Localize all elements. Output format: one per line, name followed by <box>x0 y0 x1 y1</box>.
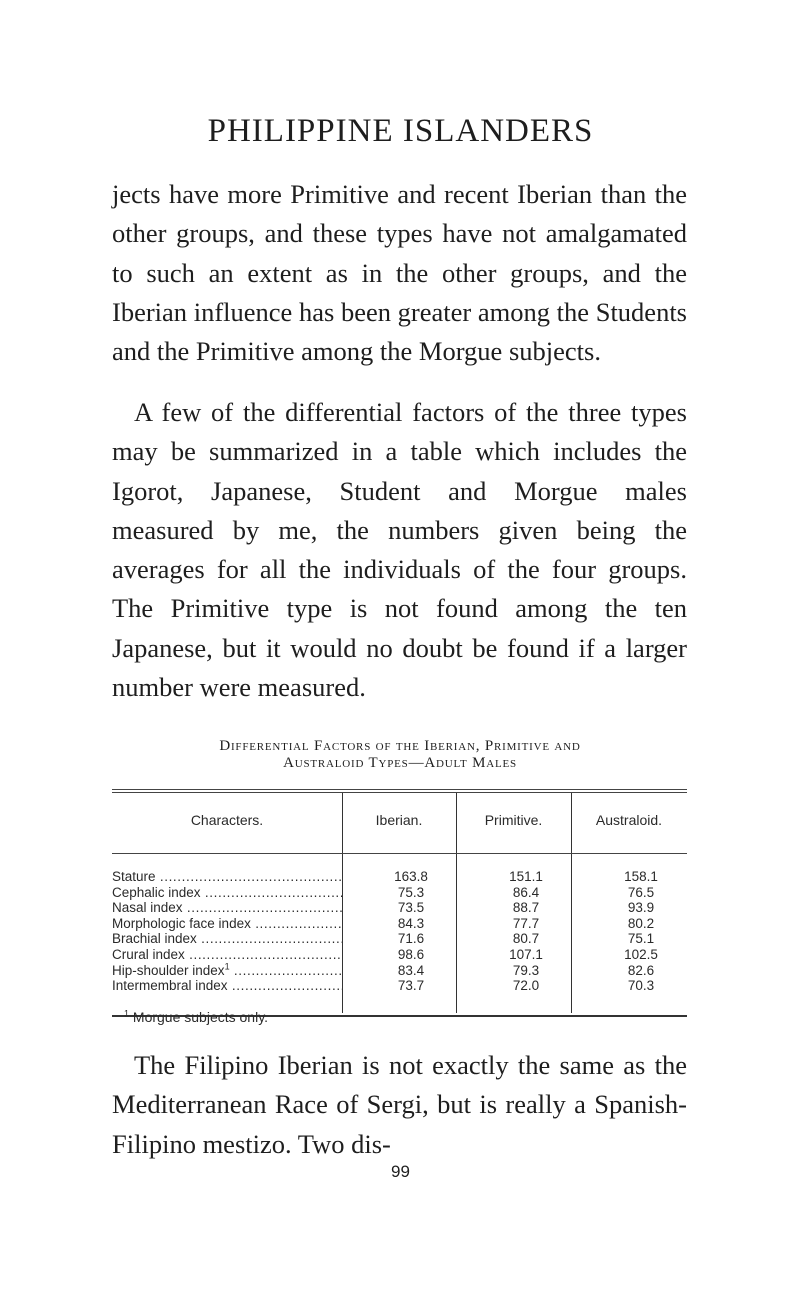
paragraph-3 <box>112 1046 687 1164</box>
row-label: Crural index ..... <box>112 947 342 963</box>
table-row <box>112 947 687 963</box>
table-title <box>100 738 700 772</box>
row-label: Nasal index ..... <box>112 900 342 916</box>
iberian-value: 75.3 <box>397 884 425 900</box>
australoid-value: 76.5 <box>627 884 655 900</box>
column-header-characters: Characters. <box>190 812 264 828</box>
australoid-value: 82.6 <box>627 962 655 978</box>
table-top-rule-1 <box>112 789 687 790</box>
running-head: PHILIPPINE ISLANDERS <box>207 113 594 149</box>
table-title-line-1: Differential Factors of the Iberian, Primitive and <box>219 738 581 754</box>
iberian-value: 73.5 <box>397 900 425 916</box>
row-label: Cephalic index ..... <box>112 885 342 901</box>
table-row <box>112 931 687 947</box>
row-label: Brachial index ..... <box>112 931 342 947</box>
iberian-value: 73.7 <box>397 978 425 994</box>
footnote <box>124 1009 268 1025</box>
table-row <box>112 978 687 994</box>
row-label: Stature ..... <box>112 869 342 885</box>
primitive-value: 88.7 <box>512 900 540 916</box>
australoid-value: 102.5 <box>624 946 658 962</box>
footnote-number: 1 <box>124 1008 130 1019</box>
primitive-value: 151.1 <box>509 869 543 884</box>
table-title-line-2: Australoid Types—Adult Males <box>283 755 517 771</box>
column-header-iberian: Iberian. <box>375 812 423 828</box>
row-label: Intermembral index ..... <box>112 978 342 994</box>
iberian-value: 163.8 <box>394 869 428 884</box>
iberian-value: 71.6 <box>397 931 425 947</box>
table-row <box>112 916 687 932</box>
table-row <box>112 869 687 885</box>
paragraph-2-text: A few of the differential factors of the three types may be summarized in a table which includes the Igorot, Japanese, Student and Morgue males measured by me, the numbers given being the averages for all the individuals of the four groups. The Primitive type is not found among the ten Japanese, but it would no doubt be found if a larger number were measured. <box>112 397 687 703</box>
paragraph-1: jects have more Primitive and recent Iberian than the other groups, and these types have not amalgamated to such an extent as in the other groups, and the Iberian influence has been greater among the Students and the Primitive among the Morgue subjects. <box>112 179 687 367</box>
table-body <box>112 869 687 994</box>
primitive-value: 72.0 <box>512 978 540 994</box>
table-row <box>112 963 687 979</box>
primitive-value: 79.3 <box>512 962 540 978</box>
column-header-primitive: Primitive. <box>484 812 543 828</box>
australoid-value: 75.1 <box>627 931 655 947</box>
iberian-value: 84.3 <box>397 915 425 931</box>
row-label: Morphologic face index ..... <box>112 916 342 932</box>
row-label: Hip-shoulder index$^1$ ..... <box>112 963 342 979</box>
australoid-value: 158.1 <box>624 869 658 884</box>
table-row <box>112 885 687 901</box>
australoid-value: 93.9 <box>627 900 655 916</box>
column-header-australoid: Australoid. <box>595 812 663 828</box>
paragraph-3-text: The Filipino Iberian is not exactly the same as the Mediterranean Race of Sergi, but is really a Spanish-Filipino mestizo. Two dis- <box>112 1050 687 1159</box>
footnote-marker: 1 <box>224 962 230 972</box>
australoid-value: 70.3 <box>627 978 655 994</box>
primitive-value: 80.7 <box>512 931 540 947</box>
table-top-rule-2 <box>112 792 687 793</box>
primitive-value: 86.4 <box>512 884 540 900</box>
paragraph-2 <box>112 393 687 707</box>
iberian-value: 83.4 <box>397 962 425 978</box>
page-number: 99 <box>391 1162 410 1181</box>
table-row <box>112 900 687 916</box>
header-rule <box>112 853 687 854</box>
australoid-value: 80.2 <box>627 915 655 931</box>
iberian-value: 98.6 <box>397 946 425 962</box>
primitive-value: 77.7 <box>512 915 540 931</box>
primitive-value: 107.1 <box>509 946 543 962</box>
footnote-text: Morgue subjects only. <box>132 1009 269 1025</box>
